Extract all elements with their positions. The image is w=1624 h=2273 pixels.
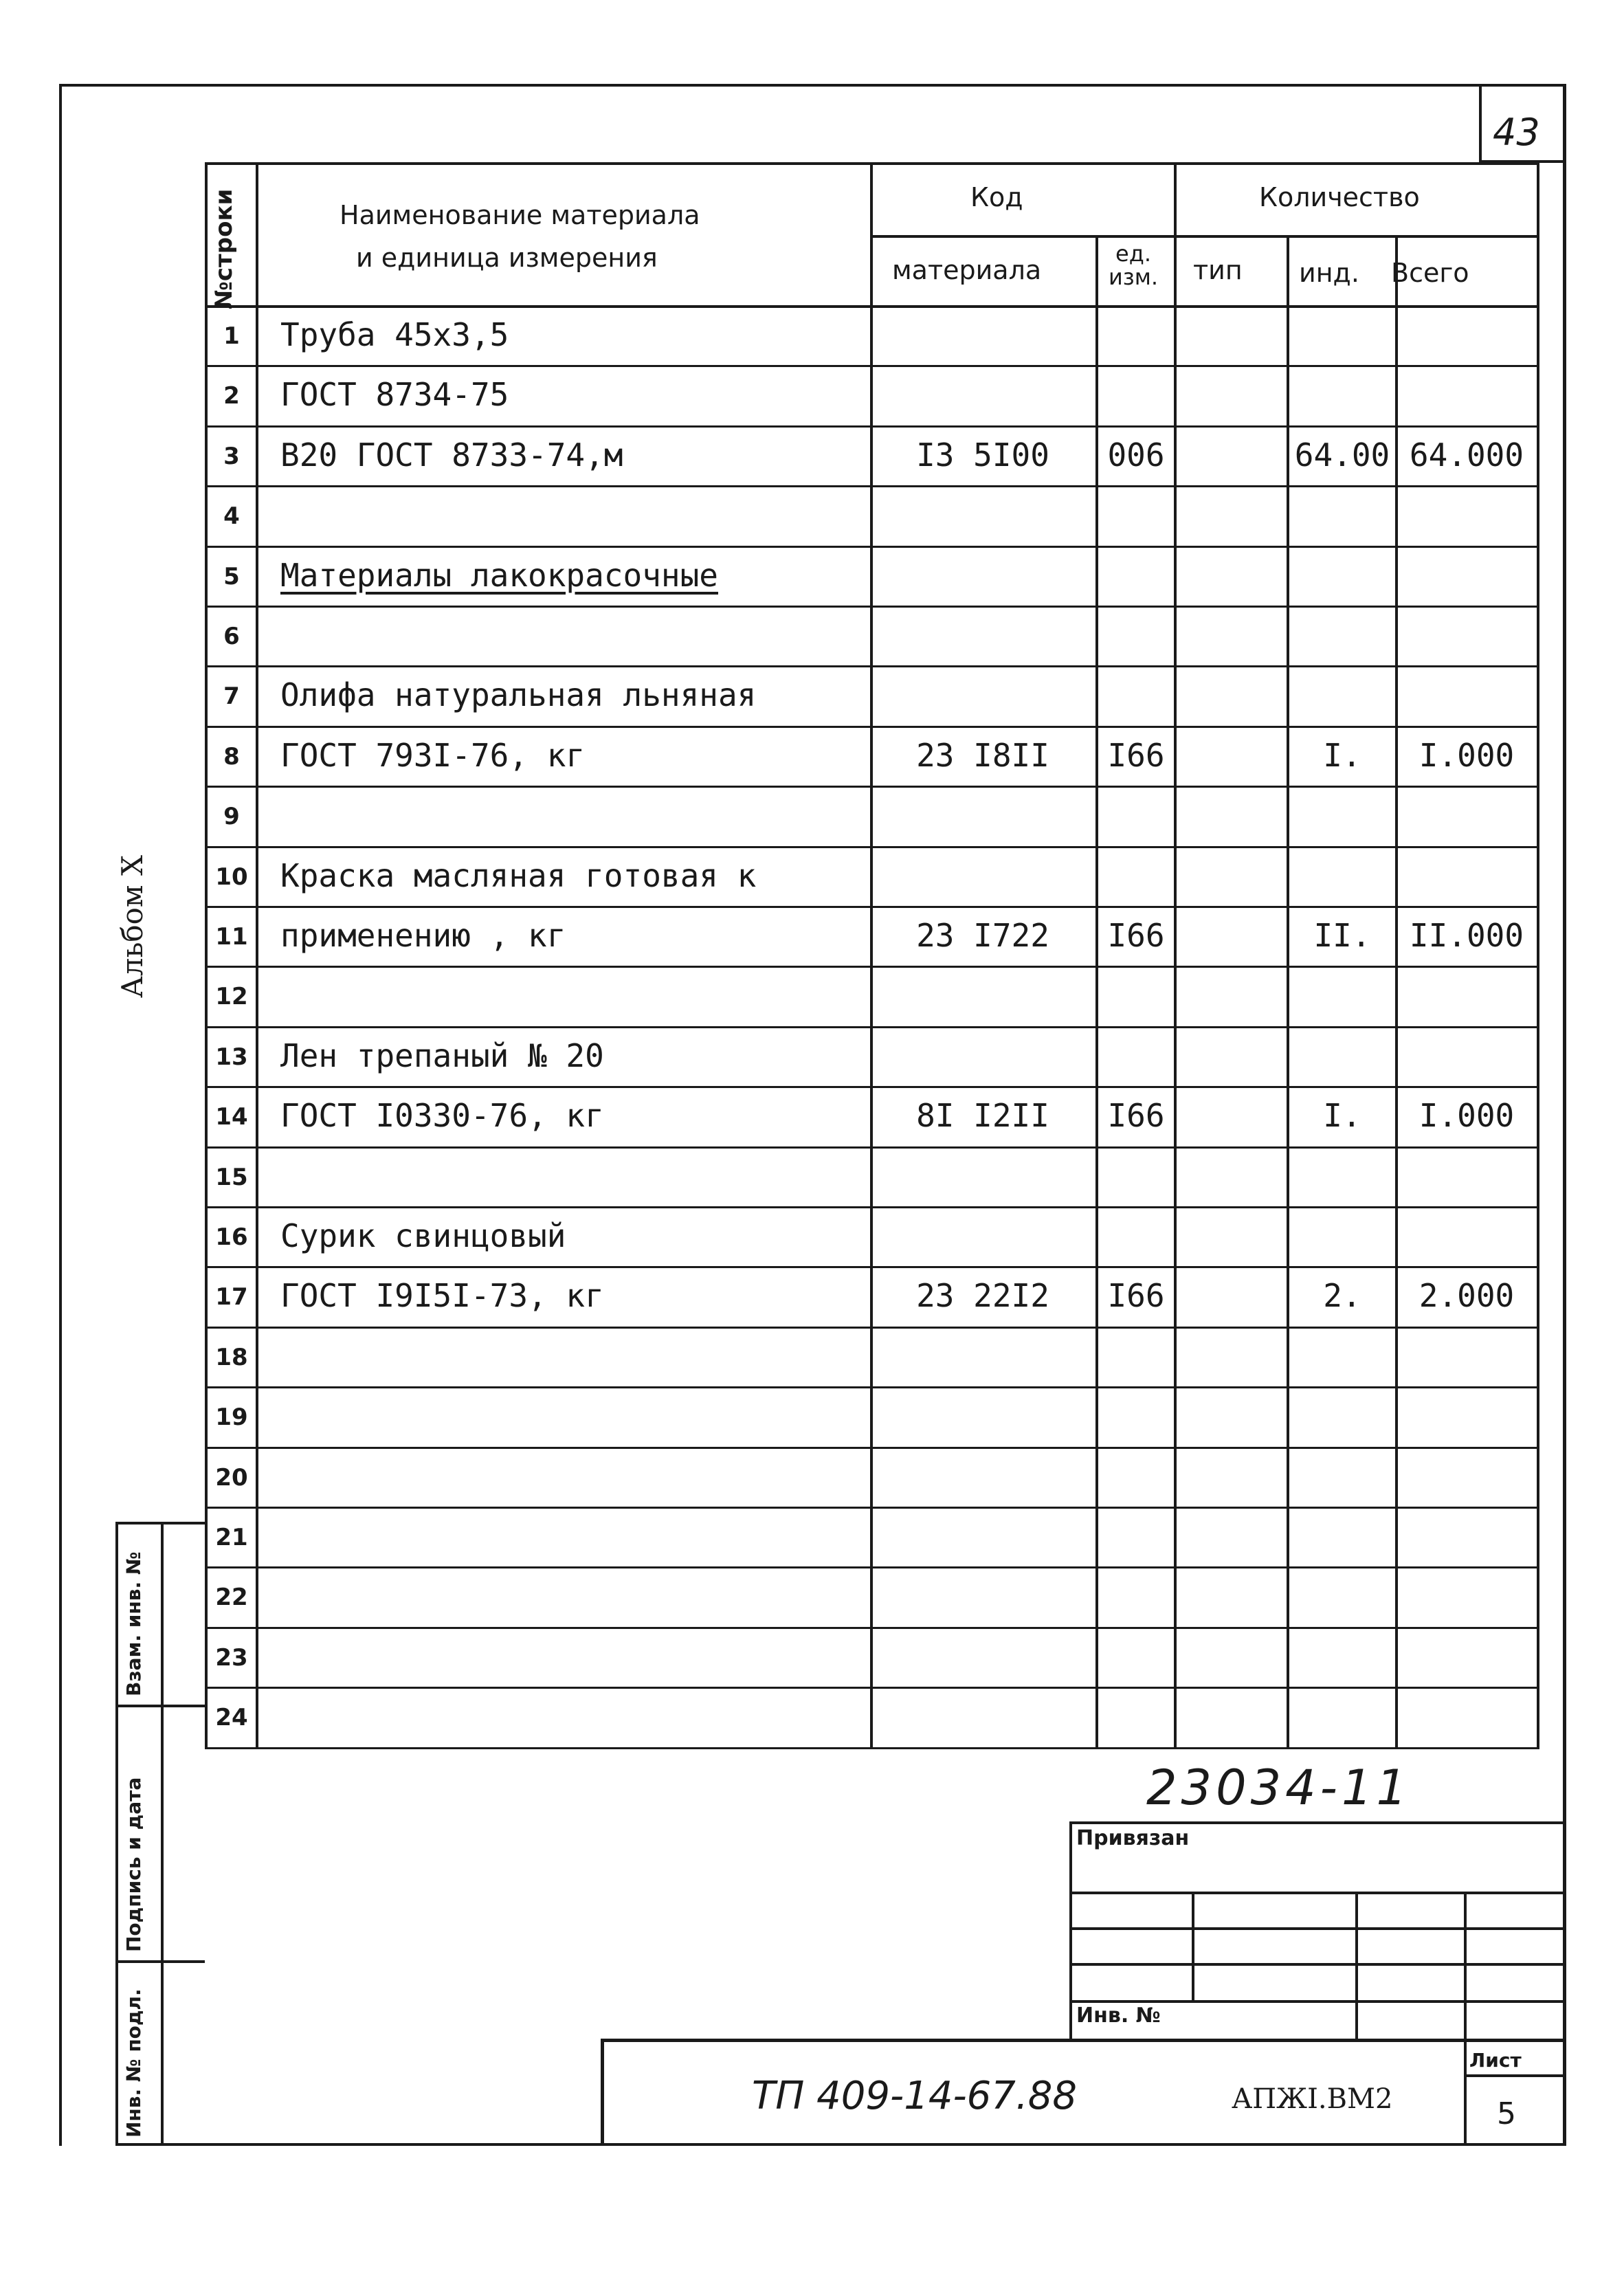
side-div-2 xyxy=(115,1960,205,1963)
table-row xyxy=(0,1327,1624,1386)
unit-code: 006 xyxy=(1107,436,1165,474)
table-row xyxy=(0,1386,1624,1446)
qty-total: 64.000 xyxy=(1409,436,1524,474)
row-number: 16 xyxy=(215,1223,248,1251)
priv-h4 xyxy=(1069,2000,1566,2003)
qty-total: II.000 xyxy=(1409,917,1524,954)
material-code: 23 22I2 xyxy=(916,1277,1049,1315)
table-row xyxy=(0,1206,1624,1266)
qty-total: I.000 xyxy=(1419,1097,1515,1135)
material-name: ГОСТ 793I-76, кг xyxy=(280,736,586,774)
priv-top xyxy=(1069,1821,1566,1824)
title-left xyxy=(601,2039,604,2146)
side-inv-podl-label: Инв. № подл. xyxy=(122,1988,145,2138)
unit-code: I66 xyxy=(1107,1277,1165,1315)
table-row xyxy=(0,846,1624,906)
row-number: 10 xyxy=(215,863,248,891)
unit-code: I66 xyxy=(1107,1097,1165,1135)
table-row xyxy=(0,665,1624,725)
priv-v1 xyxy=(1192,1892,1194,2000)
table-row xyxy=(0,966,1624,1025)
header-qty-ind: инд. xyxy=(1299,258,1359,288)
privyazan-label: Привязан xyxy=(1076,1826,1190,1850)
material-name: ГОСТ I0330-76, кг xyxy=(280,1097,604,1135)
row-number: 12 xyxy=(215,983,248,1011)
material-name: Лен трепаный № 20 xyxy=(280,1036,604,1074)
header-code-unit: ед. изм. xyxy=(1108,241,1159,290)
table-row xyxy=(0,1447,1624,1507)
row-number: 20 xyxy=(215,1463,248,1492)
row-number: 4 xyxy=(223,502,240,531)
side-div-1 xyxy=(115,1705,205,1707)
table-row xyxy=(0,786,1624,845)
header-name-line2: и единица измерения xyxy=(356,243,658,273)
unit-code: I66 xyxy=(1107,736,1165,774)
material-name: Краска масляная готовая к xyxy=(280,856,757,894)
material-name: Сурик свинцовый xyxy=(280,1217,566,1254)
header-name-line1: Наименование материала xyxy=(340,200,700,230)
material-name: В20 ГОСТ 8733-74,м xyxy=(280,436,623,474)
handwritten-number: 23034-11 xyxy=(1146,1760,1412,1816)
row-number: 19 xyxy=(215,1404,248,1432)
table-row xyxy=(0,726,1624,786)
album-label: Альбом Х xyxy=(115,855,149,998)
header-row-number: №строки xyxy=(210,188,238,309)
row-number: 9 xyxy=(223,803,240,831)
material-name: Олифа натуральная льняная xyxy=(280,676,757,714)
qty-ind: 2. xyxy=(1323,1277,1361,1315)
header-sub-line xyxy=(870,235,1539,238)
sheet-box-left xyxy=(1479,84,1482,162)
table-row xyxy=(0,1026,1624,1086)
material-name: Труба 45х3,5 xyxy=(280,316,509,353)
sheet-label: Лист xyxy=(1469,2049,1522,2072)
table-row xyxy=(0,606,1624,665)
row-number: 8 xyxy=(223,742,240,770)
table-row xyxy=(0,485,1624,545)
material-code: 23 I722 xyxy=(916,917,1049,954)
table-row xyxy=(0,425,1624,485)
material-name: Материалы лакокрасочные xyxy=(280,556,718,594)
table-row xyxy=(0,1146,1624,1206)
table-row xyxy=(0,1566,1624,1626)
row-number: 23 xyxy=(215,1643,248,1672)
inv-no-label: Инв. № xyxy=(1076,2004,1161,2028)
row-number: 5 xyxy=(223,562,240,590)
unit-code: I66 xyxy=(1107,917,1165,954)
qty-ind: I. xyxy=(1323,1097,1361,1135)
row-number: 7 xyxy=(223,683,240,711)
side-vzam-label: Взам. инв. № xyxy=(122,1551,145,1696)
row-number: 14 xyxy=(215,1103,248,1131)
table-row xyxy=(0,1266,1624,1326)
material-name: ГОСТ I9I5I-73, кг xyxy=(280,1277,604,1315)
header-quantity: Количество xyxy=(1259,182,1420,212)
side-col-mid xyxy=(161,1522,164,2146)
priv-h1 xyxy=(1069,1892,1566,1894)
qty-ind: 64.00 xyxy=(1294,436,1390,474)
title-top xyxy=(601,2039,1566,2042)
row-number: 17 xyxy=(215,1283,248,1311)
row-number: 22 xyxy=(215,1584,248,1612)
qty-total: I.000 xyxy=(1419,736,1515,774)
row-number: 2 xyxy=(223,382,240,410)
bottom-line xyxy=(115,2143,1566,2146)
side-podpis-label: Подпись и дата xyxy=(122,1777,145,1952)
row-number: 15 xyxy=(215,1163,248,1191)
table-row xyxy=(0,305,1624,365)
table-row xyxy=(0,1086,1624,1146)
header-qty-type: тип xyxy=(1193,255,1243,285)
row-number: 11 xyxy=(215,923,248,951)
table-row xyxy=(0,1507,1624,1566)
material-code: 23 I8II xyxy=(916,736,1049,774)
priv-v3 xyxy=(1464,1892,1467,2143)
priv-h3 xyxy=(1069,1963,1566,1966)
side-col-left xyxy=(115,1522,118,2146)
table-row xyxy=(0,365,1624,425)
row-number: 24 xyxy=(215,1704,248,1732)
project-code: ТП 409-14-67.88 xyxy=(752,2074,1077,2118)
table-row xyxy=(0,906,1624,966)
header-code: Код xyxy=(970,182,1023,212)
qty-total: 2.000 xyxy=(1419,1277,1515,1315)
material-name: применению , кг xyxy=(280,917,566,954)
header-code-material: материала xyxy=(892,255,1042,285)
qty-ind: I. xyxy=(1323,736,1361,774)
priv-h2 xyxy=(1069,1927,1566,1930)
priv-v2 xyxy=(1355,1892,1358,2041)
doc-code: АПЖI.ВМ2 xyxy=(1232,2083,1393,2115)
row-number: 6 xyxy=(223,623,240,650)
sheet-number-top: 43 xyxy=(1493,111,1540,154)
frame-top xyxy=(59,84,1566,87)
priv-left xyxy=(1069,1821,1072,2041)
table-row xyxy=(0,1687,1624,1747)
qty-ind: II. xyxy=(1313,917,1371,954)
header-qty-total: Всего xyxy=(1391,258,1469,288)
table-row xyxy=(0,546,1624,606)
row-number: 13 xyxy=(215,1043,248,1071)
table-row xyxy=(0,1627,1624,1687)
material-code: 8I I2II xyxy=(916,1097,1049,1135)
material-name: ГОСТ 8734-75 xyxy=(280,376,509,414)
row-number: 1 xyxy=(223,322,240,350)
sheet-cell-div xyxy=(1464,2074,1566,2077)
row-number: 3 xyxy=(223,442,240,470)
row-number: 21 xyxy=(215,1524,248,1551)
sheet-value: 5 xyxy=(1497,2096,1516,2131)
row-number: 18 xyxy=(215,1343,248,1371)
side-col-top xyxy=(115,1522,205,1524)
material-code: I3 5I00 xyxy=(916,436,1049,474)
